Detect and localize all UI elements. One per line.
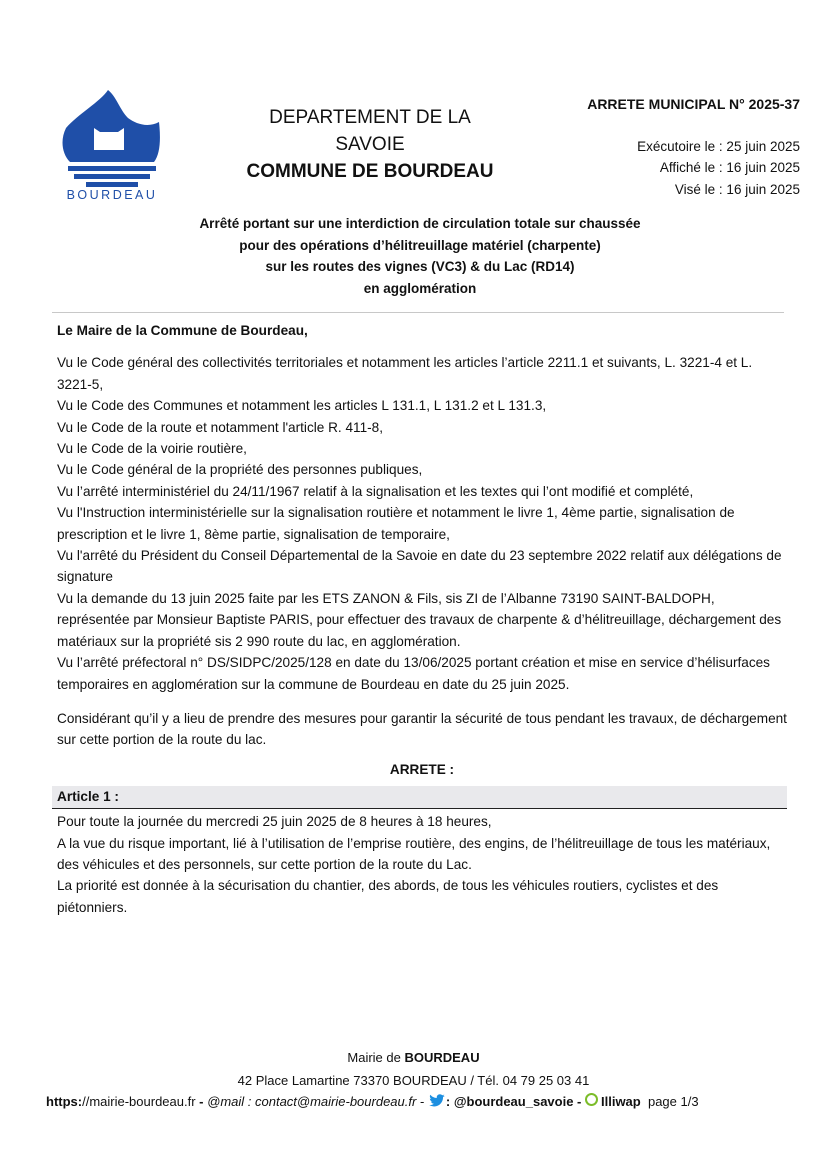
affiche-date: Affiché le : 16 juin 2025 xyxy=(659,160,800,175)
maire-heading: Le Maire de la Commune de Bourdeau, xyxy=(57,323,308,338)
vu-line: Vu l’arrêté préfectoral n° DS/SIDPC/2025/128 en date du 13/06/2025 portant création et mise en service d’hélisurfaces temporaires en agglomération sur la commune de Bourdeau en date du 25 juin 2025. xyxy=(57,655,770,692)
footer-address: 42 Place Lamartine 73370 BOURDEAU / Tél. 04 79 25 03 41 xyxy=(237,1073,590,1088)
logo-text: BOURDEAU xyxy=(66,188,158,202)
twitter-bird-icon xyxy=(428,1094,446,1111)
illiwap-link[interactable]: Illiwap xyxy=(601,1094,641,1109)
vu-line: Vu le Code de la voirie routière, xyxy=(57,441,247,457)
vu-line: Vu le Code général des collectivités territoriales et notamment les articles l’article 2211.1 et suivants, L. 3221-4 et L. 3221-5, xyxy=(57,355,753,392)
subject-line: en agglomération xyxy=(363,280,477,296)
executoire-date: Exécutoire le : 25 juin 2025 xyxy=(637,138,800,154)
twitter-handle[interactable]: : @bourdeau_savoie - xyxy=(445,1094,582,1109)
vu-line: Vu le Code des Communes et notamment les articles L 131.1, L 131.2 et L 131.3, xyxy=(57,398,547,414)
vu-line: Vu l'arrêté du Président du Conseil Départemental de la Savoie en date du 23 septembre 2022 relatif aux délégations de signature xyxy=(57,548,782,585)
commune-logo xyxy=(58,88,166,206)
department-line2: SAVOIE xyxy=(335,134,405,155)
page-number: page 1/3 xyxy=(647,1094,699,1109)
illiwap-ring-icon xyxy=(585,1093,598,1106)
vu-line: Vu l’arrêté interministériel du 24/11/1967 relatif à la signalisation et les textes qui l’ont modifié et complété, xyxy=(57,483,694,499)
arrete-number: ARRETE MUNICIPAL N° 2025-37 xyxy=(587,96,800,112)
footer xyxy=(0,1046,827,1092)
commune-name: COMMUNE DE BOURDEAU xyxy=(246,161,494,182)
department-header xyxy=(200,104,540,185)
article-1-heading: Article 1 : xyxy=(52,786,787,809)
subject-title xyxy=(150,213,690,299)
arrete-heading: ARRETE : xyxy=(389,761,455,777)
vise-date: Visé le : 16 juin 2025 xyxy=(674,181,800,197)
footer-mairie: Mairie de BOURDEAU xyxy=(347,1050,480,1065)
vu-line: Vu le Code de la route et notamment l'article R. 411-8, xyxy=(57,419,383,435)
footer-contacts: https://mairie-bourdeau.fr - @mail : contact@mairie-bourdeau.fr - : @bourdeau_savoie - Illiwap page 1/3 xyxy=(46,1094,699,1109)
vu-line: Vu le Code général de la propriété des personnes publiques, xyxy=(57,462,423,478)
website-link[interactable]: https://mairie-bourdeau.fr xyxy=(46,1094,196,1109)
considerant-paragraph: Considérant qu’il y a lieu de prendre des mesures pour garantir la sécurité de tous pendant les travaux, de déchargement sur cette portion de la route du lac. xyxy=(57,710,787,748)
subject-line: sur les routes des vignes (VC3) & du Lac (RD14) xyxy=(265,259,575,274)
divider xyxy=(52,312,784,313)
article-1-body xyxy=(57,811,787,918)
subject-line: pour des opérations d’hélitreuillage matériel (charpente) xyxy=(239,237,601,253)
article-line: A la vue du risque important, lié à l’utilisation de l’emprise routière, des engins, de l’hélitreuillage de tous les matériaux, des véhicules et des personnels, sur cette portion de la route du Lac. xyxy=(57,835,771,872)
vu-line: Vu la demande du 13 juin 2025 faite par les ETS ZANON & Fils, sis ZI de l’Albanne 73190 SAINT-BALDOPH, représentée par Monsieur Baptiste PARIS, pour effectuer des travaux de charpente & d’hélitreuillage, déchargement des matériaux sur la propriété sis 2 990 route du lac, en agglomération. xyxy=(57,590,782,649)
reference-block xyxy=(587,94,800,200)
email-link[interactable]: @mail : contact@mairie-bourdeau.fr xyxy=(207,1094,417,1109)
article-line: Pour toute la journée du mercredi 25 juin 2025 de 8 heures à 18 heures, xyxy=(57,814,492,830)
vu-line: Vu l'Instruction interministérielle sur la signalisation routière et notamment le livre 1, 4ème partie, signalisation de prescription et le livre 1, 8ème partie, signalisation de temporaire, xyxy=(57,505,735,542)
subject-line: Arrêté portant sur une interdiction de circulation totale sur chaussée xyxy=(199,216,641,231)
bourdeau-logo-icon xyxy=(58,88,166,188)
document-body xyxy=(57,320,787,918)
article-line: La priorité est donnée à la sécurisation du chantier, des abords, de tous les véhicules routiers, cyclistes et des piétonniers. xyxy=(57,878,719,915)
department-line1: DEPARTEMENT DE LA xyxy=(269,107,471,128)
